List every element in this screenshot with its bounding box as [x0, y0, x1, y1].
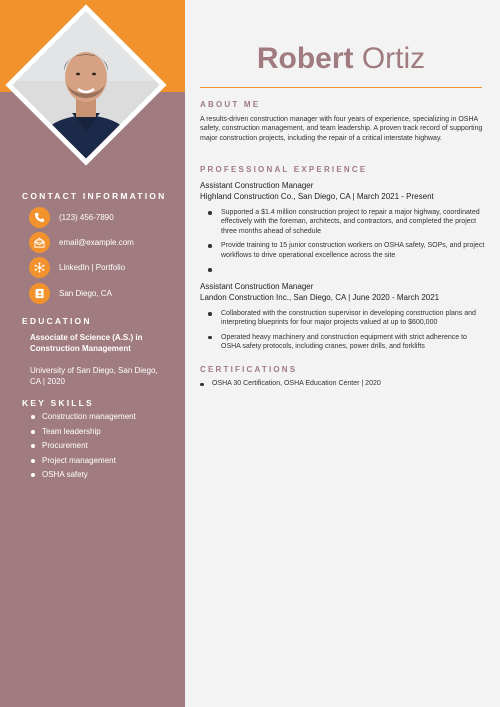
contact-email-text: email@example.com — [59, 238, 134, 247]
job-bullets — [207, 208, 487, 279]
email-icon — [29, 232, 50, 253]
job-bullet: Provide training to 15 junior construction workers on OSHA safety, SOPs, and project workflows to drive operational excellence across the site — [207, 241, 487, 260]
skill-item: OSHA safety — [30, 470, 136, 485]
contact-phone-text: (123) 456-7890 — [59, 213, 114, 222]
contact-location — [29, 283, 112, 304]
candidate-name — [200, 42, 482, 76]
job-title: Assistant Construction Manager — [200, 282, 314, 291]
certifications-heading: CERTIFICATIONS — [200, 365, 298, 374]
skills-list — [30, 412, 136, 485]
contact-links-text: LinkedIn | Portfolio — [59, 263, 126, 272]
job-title: Assistant Construction Manager — [200, 181, 314, 190]
job-company: Highland Construction Co., San Diego, CA | March 2021 - Present — [200, 192, 434, 201]
network-icon — [29, 257, 50, 278]
job-bullet — [207, 265, 487, 274]
about-heading: ABOUT ME — [200, 100, 261, 109]
skills-heading: KEY SKILLS — [22, 398, 94, 408]
contact-email — [29, 232, 134, 253]
about-text: A results-driven construction manager with four years of experience, specializing in OSHA safety, construction management, and team leadership. A proven track record of supporting major construction projects, including the repair of a critical interstate highway. — [200, 116, 483, 142]
job-bullet: Operated heavy machinery and construction equipment with strict adherence to OSHA safety protocols, including cranes, power drills, and forklifts — [207, 333, 487, 352]
skill-item: Construction management — [30, 412, 136, 427]
job-bullet: Supported a $1.4 million construction project to repair a major highway, coordinated effectively with the foreman, architects, and contractors, and completed the project three months ahead of schedule — [207, 208, 487, 236]
skill-item: Project management — [30, 456, 136, 471]
name-divider — [200, 87, 482, 88]
job-bullets — [207, 309, 487, 357]
contact-location-text: San Diego, CA — [59, 289, 112, 298]
education-degree: Associate of Science (A.S.) in Construction Management — [30, 333, 143, 353]
address-book-icon — [29, 283, 50, 304]
phone-icon — [29, 207, 50, 228]
contact-phone — [29, 207, 114, 228]
name-last: Ortiz — [361, 42, 426, 75]
education-school: University of San Diego, San Diego, CA | 2020 — [30, 366, 158, 386]
experience-heading: PROFESSIONAL EXPERIENCE — [200, 165, 368, 174]
job-bullet: Collaborated with the construction supervisor in developing construction plans and interpreting blueprints for four major projects valued at up to $600,000 — [207, 309, 487, 328]
education-heading: EDUCATION — [22, 316, 92, 326]
contact-heading: CONTACT INFORMATION — [22, 191, 167, 201]
certification-item: OSHA 30 Certification, OSHA Education Center | 2020 — [200, 380, 381, 387]
job-company: Landon Construction Inc., San Diego, CA | June 2020 - March 2021 — [200, 293, 440, 302]
name-first: Robert — [256, 42, 354, 75]
skill-item: Team leadership — [30, 427, 136, 442]
skill-item: Procurement — [30, 441, 136, 456]
contact-links — [29, 257, 125, 278]
